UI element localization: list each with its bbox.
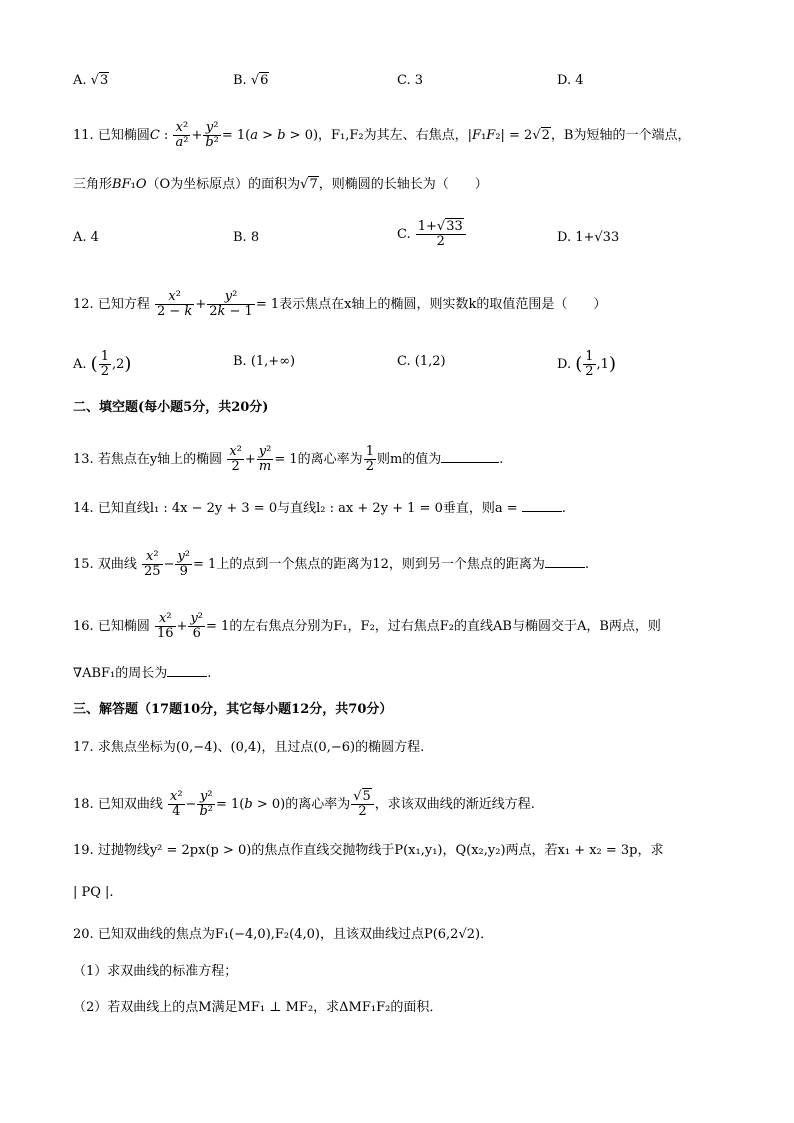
question-20-part-2: （2）若双曲线上的点M满足MF₁ ⊥ MF₂，求ΔMF₁F₂的面积． — [73, 1000, 443, 1015]
question-20: 20. 已知双曲线的焦点为F₁(−4,0),F₂(4,0)，且该双曲线过点P(6,2√2)． — [73, 927, 494, 942]
question-20-part-1: （1）求双曲线的标准方程； — [73, 964, 238, 979]
q10-option-c: C. 3 — [397, 73, 424, 88]
q10-option-d: D. 4 — [557, 73, 584, 88]
question-13: 13. 若焦点在y轴上的椭圆 $\frac{\text{x²}}{2}$ + $\frac{\text{y²}}{m}$ = 1的离心率为 $\frac{1}{2}$ 则m的值为 . — [73, 444, 504, 474]
question-18: 18. 已知双曲线 $\frac{\text{x²}}{4}$ − $\frac{\text{y²}}{\text{b²}}$ = 1(b > 0)的离心率为 $\frac{√5}{2}$ ，求该双曲线的渐近线方程. — [73, 789, 535, 819]
question-14: 14. 已知直线l₁ : 4x − 2y + 3 = 0与直线l₂ : ax + 2y + 1 = 0垂直，则a = . — [73, 501, 566, 516]
question-16-line-2: ∇ABF₁的周长为 . — [73, 666, 212, 681]
question-17: 17. 求焦点坐标为(0,−4)、(0,4)，且过点(0,−6)的椭圆方程. — [73, 740, 425, 755]
q11-option-d: D. 1+√33 — [557, 230, 620, 245]
section-3-heading: 三、解答题（17题10分，其它每小题12分，共70分） — [73, 702, 393, 717]
q12-option-c: C. (1,2) — [397, 354, 446, 369]
section-2-heading: 二、填空题(每小题5分，共20分) — [73, 400, 269, 415]
question-11: 11. 已知椭圆C : $\frac{\text{x²}}{\text{a²}}$ + $\frac{\text{y²}}{\text{b²}}$ = 1(a > b > 0)，F₁,F₂为其左、右焦点，|F₁F₂| = 2√2，B为短轴的一个端点， — [73, 120, 691, 150]
question-19: 19. 过抛物线y² = 2px(p > 0)的焦点作直线交抛物线于P(x₁,y₁)，Q(x₂,y₂)两点，若x₁ + x₂ = 3p，求 — [73, 843, 664, 858]
q11-option-c: C. $\frac{1+√33}{2}$ — [397, 220, 467, 249]
q12-option-b: B. (1,+∞) — [233, 354, 296, 369]
question-19-line-2: | PQ |. — [73, 885, 114, 900]
q10-option-b: B. √6 — [233, 73, 269, 88]
question-12: 12. 已知方程 $\frac{\text{x²}}{2 - k}$ + $\frac{\text{y²}}{2k - 1}$ = 1表示焦点在x轴上的椭圆，则实数k的取值范围是（ ） — [73, 289, 607, 319]
q10-option-a: A. √3 — [73, 73, 109, 88]
q11-option-b: B. 8 — [233, 230, 260, 245]
q12-option-d: D. ( $\frac{1}{2}$ ,1) — [557, 349, 616, 379]
q12-option-a: A. ( $\frac{1}{2}$ ,2) — [73, 349, 132, 379]
question-11-line-2: 三角形BF₁O（O为坐标原点）的面积为√7，则椭圆的长轴长为（ ） — [73, 177, 488, 192]
question-15: 15. 双曲线 $\frac{\text{x²}}{25}$ − $\frac{\text{y²}}{9}$ = 1上的点到一个焦点的距离为12，则到另一个焦点的距离为 . — [73, 549, 589, 579]
q11-option-a: A. 4 — [73, 230, 99, 245]
question-16: 16. 已知椭圆 $\frac{\text{x²}}{16}$ + $\frac{\text{y²}}{6}$ = 1的左右焦点分别为F₁，F₂，过右焦点F₂的直线AB与椭圆交于A，B两点，则 — [73, 611, 661, 641]
